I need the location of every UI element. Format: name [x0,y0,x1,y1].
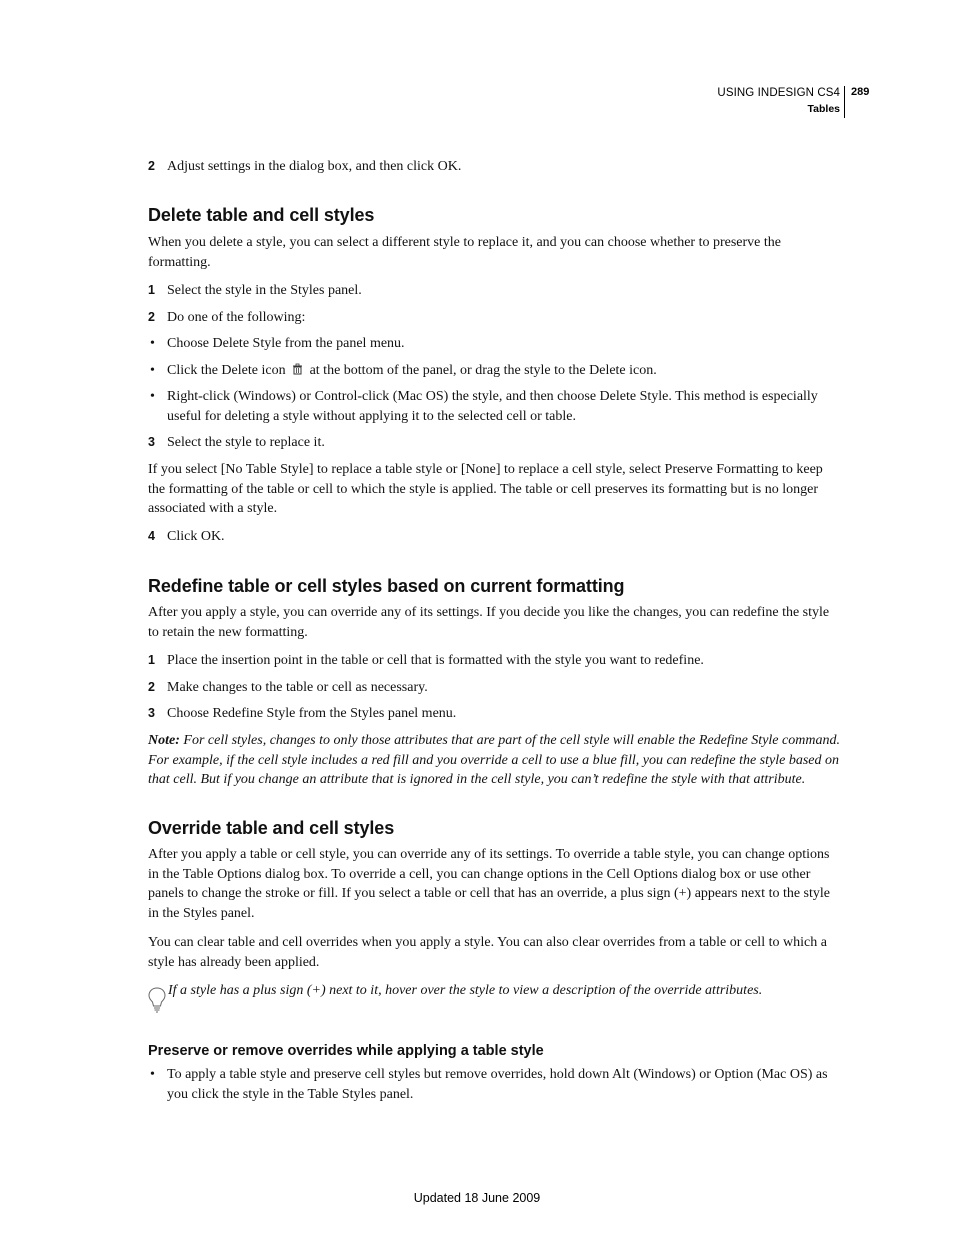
step-text: Select the style in the Styles panel. [167,283,362,298]
heading-override-styles: Override table and cell styles [148,818,395,838]
step-number: 2 [148,310,155,324]
delete-intro-paragraph: When you delete a style, you can select a different style to replace it, and you can choose whether to preserve the formatting. [148,235,781,270]
step-number: 1 [148,653,155,667]
bullet-text [167,361,840,381]
delete-bullet-3 [148,387,840,426]
delete-step-3 [148,433,840,453]
bullet-text-before-icon: Click the Delete icon [167,363,286,378]
step-text: Do one of the following: [167,310,306,325]
delete-step-4 [148,527,840,547]
step-text: Click OK. [167,529,225,544]
delete-bullet-1 [148,334,840,354]
intro-step [148,157,840,177]
redefine-step-1 [148,651,840,671]
delete-paragraph: If you select [No Table Style] to replace a table style or [None] to replace a cell style, select Preserve Formatting to keep the formatting of the table or cell to which the style is applied. The table or cell preserves its formatting but is no longer associated with a style. [148,462,823,517]
step-number: 3 [148,435,155,449]
heading-delete-styles: Delete table and cell styles [148,205,375,225]
footer-updated-date: Updated 18 June 2009 [413,1191,541,1205]
note-label: Note: [148,733,180,748]
redefine-intro-paragraph: After you apply a style, you can override any of its settings. If you decide you like the changes, you can redefine the style to retain the new formatting. [148,605,830,640]
step-text: Choose Redefine Style from the Styles panel menu. [167,706,457,721]
step-number: 3 [148,706,155,720]
step-text: Select the style to replace it. [167,435,325,450]
header-divider [844,86,845,118]
override-paragraph-1: After you apply a table or cell style, you can override any of its settings. To override a table style, you can change options in the Table Options dialog box. To override a cell, you can change options in the Cell Options dialog box or use other panels to change the stroke or fill. If you select a table or cell that has an override, a plus sign (+) appears next to the style in the Styles panel. [148,847,831,921]
redefine-step-3 [148,704,840,724]
redefine-note [148,731,840,790]
step-text: Adjust settings in the dialog box, and then click OK. [167,159,462,174]
running-header-section: Tables [807,103,840,115]
heading-redefine-styles: Redefine table or cell styles based on current formatting [148,576,625,596]
redefine-step-2 [148,678,840,698]
step-text: Make changes to the table or cell as necessary. [167,680,428,695]
trash-icon [292,363,303,375]
bullet-marker: • [150,389,155,404]
override-bullet [148,1065,840,1104]
subheading-preserve-overrides: Preserve or remove overrides while applying a table style [148,1043,544,1059]
page-number: 289 [851,86,870,98]
bullet-marker: • [150,1067,155,1082]
note-text: For cell styles, changes to only those attributes that are part of the cell style will enable the Redefine Style command. For example, if the cell style includes a red fill and you override a cell to use a blue fill, you can redefine the style based on that cell. But if you change an attribute that is ignored in the cell style, you can’t redefine the style with that attribute. [148,733,840,788]
delete-step-2 [148,308,840,328]
step-number: 2 [148,680,155,694]
step-number: 2 [148,159,155,173]
running-header-title: USING INDESIGN CS4 [717,87,840,99]
bullet-text: Choose Delete Style from the panel menu. [167,336,405,351]
override-paragraph-2: You can clear table and cell overrides when you apply a style. You can also clear overrides from a table or cell to which a style has already been applied. [148,935,827,970]
bullet-marker: • [150,336,155,351]
delete-step-1 [148,281,840,301]
bullet-text: Right-click (Windows) or Control-click (Mac OS) the style, and then choose Delete Style. This method is especially useful for deleting a style without applying it to the selected cell or table. [167,389,818,424]
lightbulb-tip-icon [147,986,167,1014]
bullet-text-after-icon: at the bottom of the panel, or drag the style to the Delete icon. [309,363,657,378]
step-text: Place the insertion point in the table or cell that is formatted with the style you want to redefine. [167,653,704,668]
tip-text: If a style has a plus sign (+) next to it, hover over the style to view a description of the override attributes. [168,983,763,998]
step-number: 4 [148,529,155,543]
bullet-text: To apply a table style and preserve cell styles but remove overrides, hold down Alt (Windows) or Option (Mac OS) as you click the style in the Table Styles panel. [167,1067,828,1102]
bullet-marker: • [150,363,155,378]
delete-bullet-2 [148,361,840,381]
step-number: 1 [148,283,155,297]
